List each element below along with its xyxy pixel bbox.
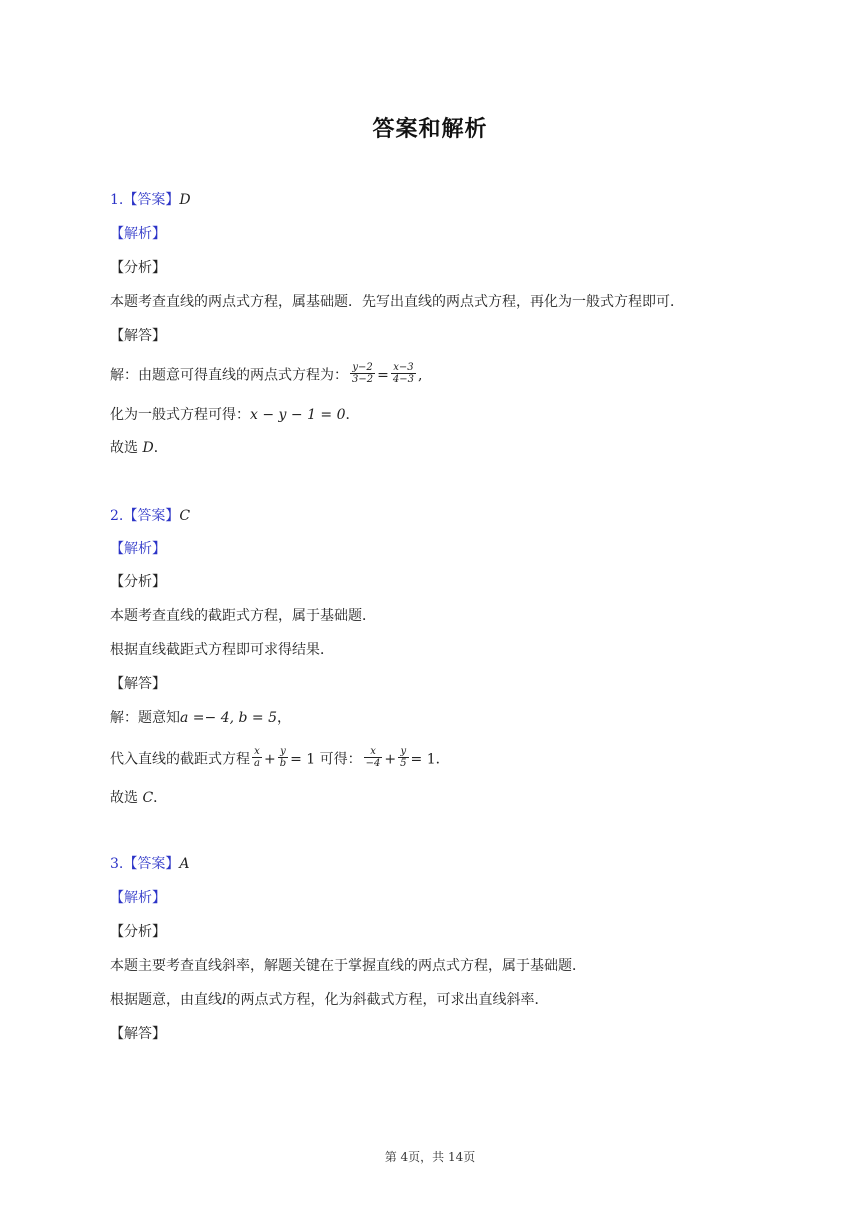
q3-fenxi-label: 【分析】 xyxy=(110,924,166,940)
q3-jiexi-label: 【解析】 xyxy=(110,890,166,906)
q1-answer-label: 【答案】 xyxy=(123,192,180,208)
q2-fraction-y-b: $\frac{y}{b}$ xyxy=(279,746,287,769)
q1-fraction-1: $\frac{y-2}{3-2}$ xyxy=(352,362,374,385)
q3-answer-label: 【答案】 xyxy=(123,856,180,872)
page-title: 答案和解析 xyxy=(372,117,488,142)
q1-fenxi-label: 【分析】 xyxy=(110,260,166,276)
q3-number: 3. xyxy=(110,856,124,872)
q2-analysis-1: 本题考查直线的截距式方程，属于基础题． xyxy=(110,608,376,624)
q2-intercepts: a =− 4, b = 5 xyxy=(180,710,278,726)
q3-answer-value: A xyxy=(179,856,190,872)
q3-answer-line xyxy=(110,854,189,874)
q2-choose: 故选 C． xyxy=(110,790,168,806)
q2-answer-label: 【答案】 xyxy=(123,508,180,524)
q2-analysis-2: 根据直线截距式方程即可求得结果． xyxy=(110,642,334,658)
q2-jieda-label: 【解答】 xyxy=(110,676,166,692)
q1-answer-line xyxy=(110,190,191,210)
q2-answer-value: C xyxy=(179,508,191,524)
q1-general-equation: x − y − 1 = 0 xyxy=(250,407,346,423)
q3-analysis-2: 根据题意，由直线l的两点式方程，化为斜截式方程，可求出直线斜率． xyxy=(110,992,549,1008)
q2-number: 2. xyxy=(110,508,124,524)
q2-answer-line xyxy=(110,506,190,526)
q1-solution-line2: 化为一般式方程可得：x − y − 1 = 0． xyxy=(110,407,360,423)
q1-solution-line1: 解：由题意可得直线的两点式方程为： $\frac{y-2}{3-2}$ = $\frac{x-3}{4-3}$ , xyxy=(110,362,423,385)
q2-jiexi-label: 【解析】 xyxy=(110,541,166,557)
q2-fraction-x-a: $\frac{x}{a}$ xyxy=(254,746,260,769)
q3-analysis-1: 本题主要考查直线斜率，解题关键在于掌握直线的两点式方程，属于基础题． xyxy=(110,958,586,974)
q2-fraction-y-5: $\frac{y}{5}$ xyxy=(400,746,407,769)
q1-choose: 故选 D． xyxy=(110,440,168,456)
page-footer: 第 4页，共 14页 xyxy=(384,1150,476,1164)
q1-analysis: 本题考查直线的两点式方程，属基础题．先写出直线的两点式方程，再化为一般式方程即可． xyxy=(110,294,684,310)
q2-solution-line2: 代入直线的截距式方程 $\frac{x}{a}$ + $\frac{y}{b}$ = 1 可得： $\frac{x}{-4}$ + $\frac{y}{5}$ = 1． xyxy=(110,746,450,769)
q2-fenxi-label: 【分析】 xyxy=(110,574,166,590)
q1-jiexi-label: 【解析】 xyxy=(110,226,166,242)
q2-solution-line1: 解：题意知a =− 4, b = 5， xyxy=(110,710,292,726)
q1-answer-value: D xyxy=(179,192,191,208)
q1-number: 1. xyxy=(110,192,124,208)
q2-fraction-x-neg4: $\frac{x}{-4}$ xyxy=(365,746,381,769)
q1-jieda-label: 【解答】 xyxy=(110,328,166,344)
q1-fraction-2: $\frac{x-3}{4-3}$ xyxy=(392,362,414,385)
q3-jieda-label: 【解答】 xyxy=(110,1026,166,1042)
